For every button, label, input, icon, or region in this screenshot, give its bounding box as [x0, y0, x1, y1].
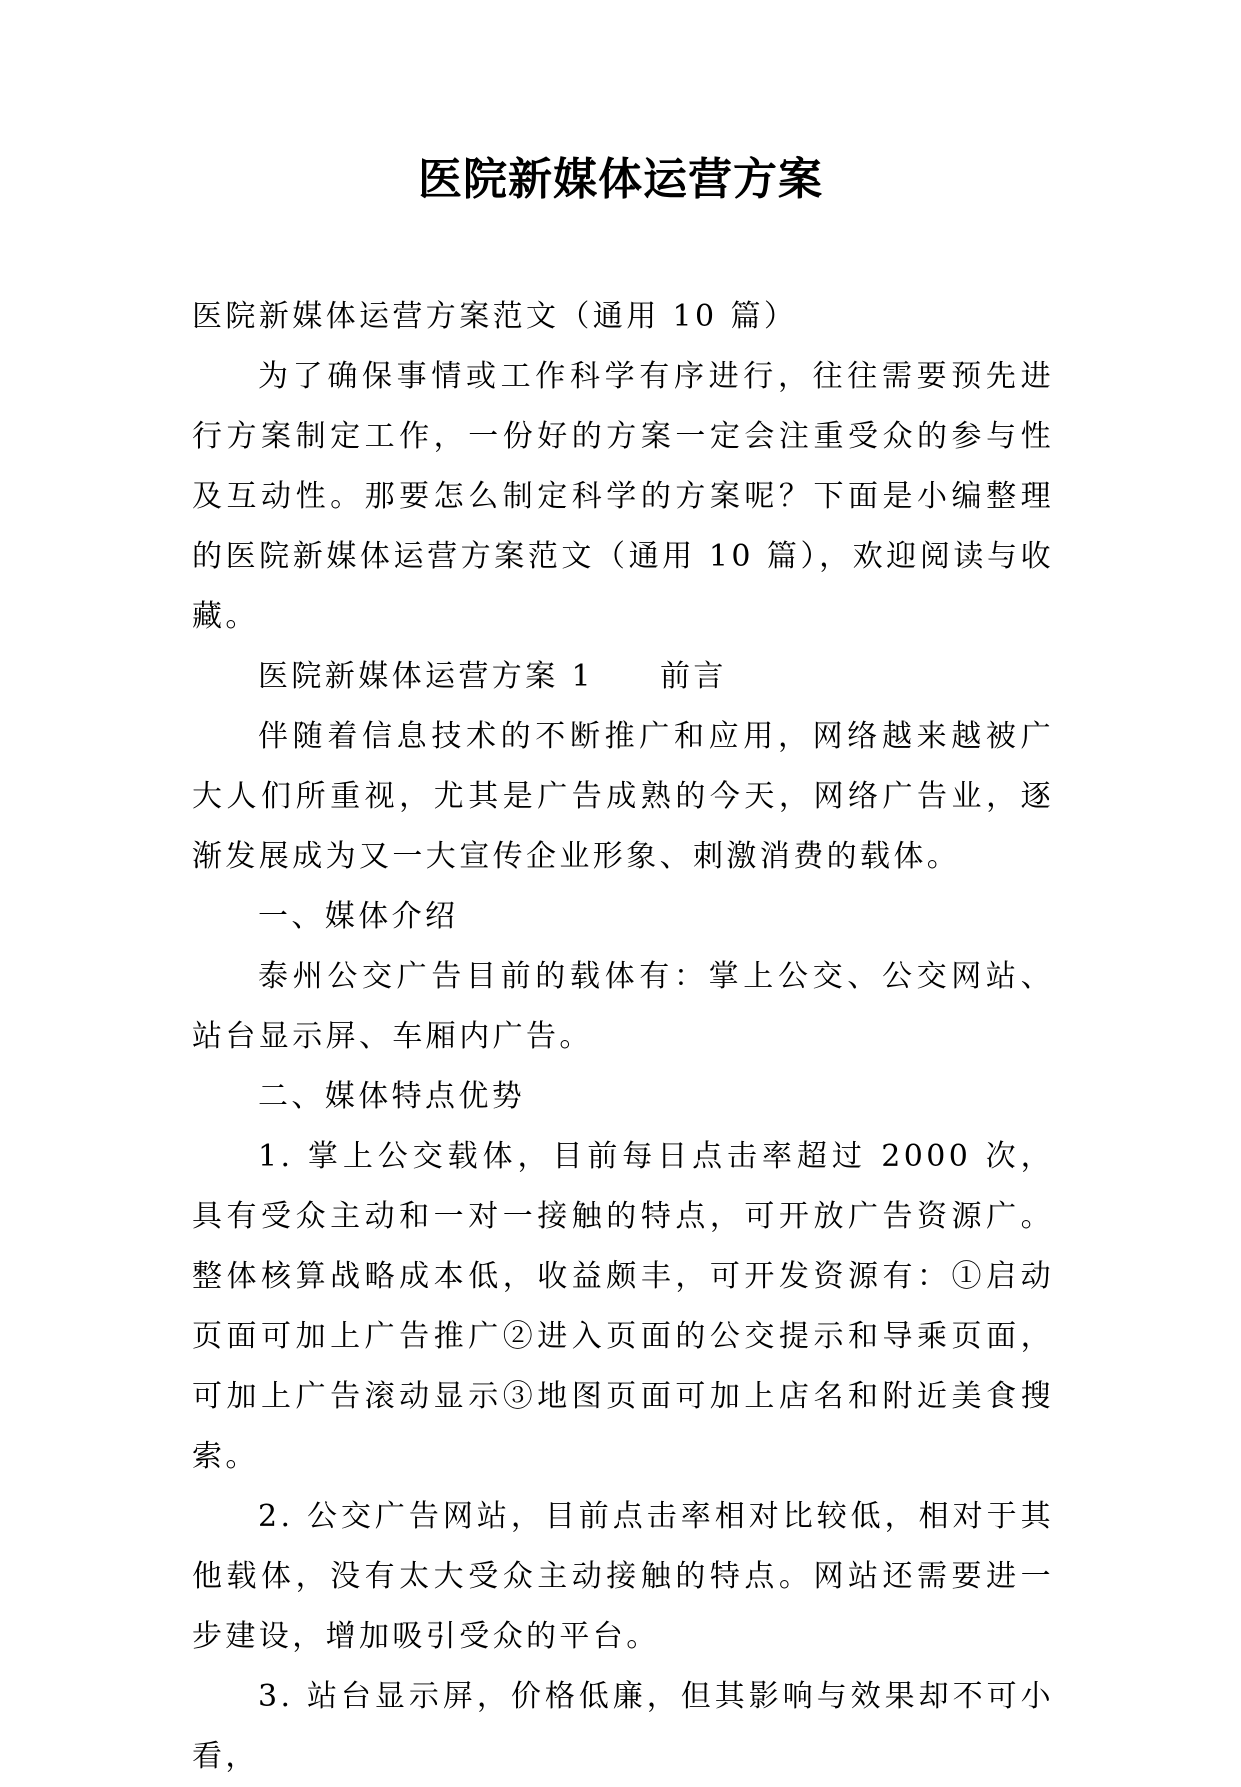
document-body	[192, 287, 1054, 1787]
paragraph-preface: 伴随着信息技术的不断推广和应用，网络越来越被广大人们所重视，尤其是广告成熟的今天，网络广告业，逐渐发展成为又一大宣传企业形象、刺激消费的载体。	[192, 719, 1054, 874]
section-subheading: 前言	[660, 659, 727, 694]
intro-paragraph: 为了确保事情或工作科学有序进行，往往需要预先进行方案制定工作，一份好的方案一定会注重受众的参与性及互动性。那要怎么制定科学的方案呢？下面是小编整理的医院新媒体运营方案范文（通用 10 篇），欢迎阅读与收藏。	[192, 359, 1054, 634]
paragraph-item-2: 2. 公交广告网站，目前点击率相对比较低，相对于其他载体，没有太大受众主动接触的特点。网站还需要进一步建设，增加吸引受众的平台。	[192, 1499, 1054, 1654]
section-heading-line	[192, 647, 1054, 707]
paragraph-media-carriers: 泰州公交广告目前的载体有：掌上公交、公交网站、站台显示屏、车厢内广告。	[192, 959, 1054, 1054]
heading-media-advantages: 二、媒体特点优势	[258, 1079, 526, 1114]
document-title: 医院新媒体运营方案	[418, 154, 823, 205]
document-subtitle: 医院新媒体运营方案范文（通用 10 篇）	[192, 299, 798, 334]
heading-media-intro: 一、媒体介绍	[258, 899, 459, 934]
paragraph-item-1: 1. 掌上公交载体，目前每日点击率超过 2000 次，具有受众主动和一对一接触的特点，可开放广告资源广。整体核算战略成本低，收益颇丰，可开发资源有：①启动页面可加上广告推广②进入页面的公交提示和导乘页面，可加上广告滚动显示③地图页面可加上店名和附近美食搜索。	[192, 1139, 1054, 1474]
section-heading: 医院新媒体运营方案 1	[258, 659, 595, 694]
paragraph-item-3: 3. 站台显示屏，价格低廉，但其影响与效果却不可小看，	[192, 1679, 1054, 1774]
